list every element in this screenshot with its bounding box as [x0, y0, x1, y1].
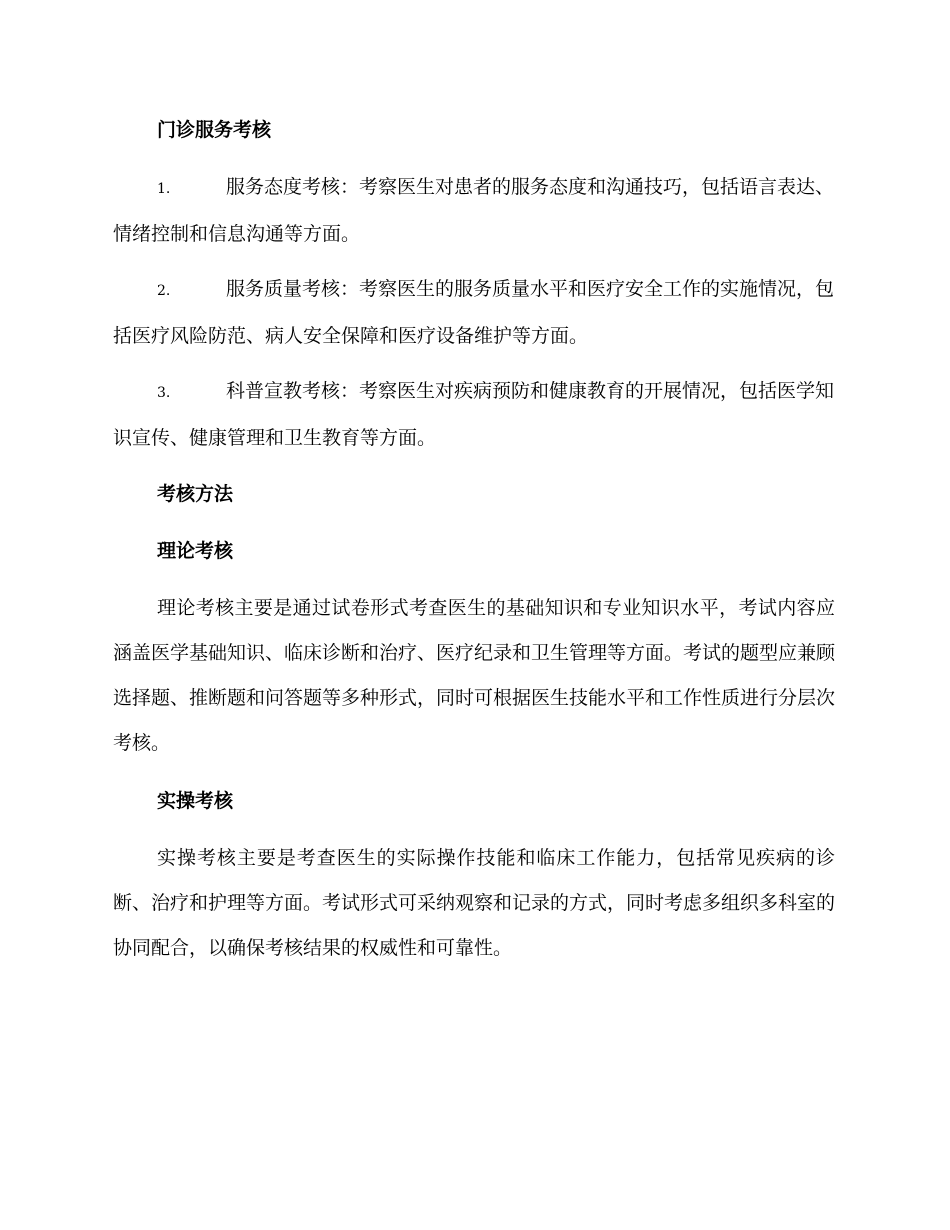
heading-assessment-methods: 考核方法	[157, 483, 234, 505]
list-item-text: 服务质量考核：考察医生的服务质量水平和医疗安全工作的实施情况，包括医疗风险防范、病人安全保障和医疗设备维护等方面。	[113, 278, 835, 347]
list-number: 3.	[157, 385, 171, 401]
paragraph-theory-assessment: 理论考核主要是通过试卷形式考查医生的基础知识和专业知识水平，考试内容应涵盖医学基础知识、临床诊断和治疗、医疗纪录和卫生管理等方面。考试的题型应兼顾选择题、推断题和问答题等多种形式，同时可根据医生技能水平和工作性质进行分层次考核。	[113, 597, 836, 754]
list-item-health-education	[113, 369, 835, 461]
list-number: 2.	[157, 283, 171, 299]
list-item-text: 科普宣教考核：考察医生对疾病预防和健康教育的开展情况，包括医学知识宣传、健康管理和卫生教育等方面。	[113, 380, 835, 449]
list-item-text: 服务态度考核：考察医生对患者的服务态度和沟通技巧，包括语言表达、情绪控制和信息沟通等方面。	[113, 176, 835, 245]
heading-outpatient-service: 门诊服务考核	[157, 119, 272, 141]
heading-practical-assessment: 实操考核	[157, 790, 234, 812]
list-item-service-attitude	[113, 165, 835, 257]
paragraph-practical-assessment: 实操考核主要是考查医生的实际操作技能和临床工作能力，包括常见疾病的诊断、治疗和护理等方面。考试形式可采纳观察和记录的方式，同时考虑多组织多科室的协同配合，以确保考核结果的权威性和可靠性。	[113, 847, 836, 959]
list-number: 1.	[157, 181, 171, 197]
heading-theory-assessment: 理论考核	[157, 540, 234, 562]
list-item-service-quality	[113, 267, 835, 359]
